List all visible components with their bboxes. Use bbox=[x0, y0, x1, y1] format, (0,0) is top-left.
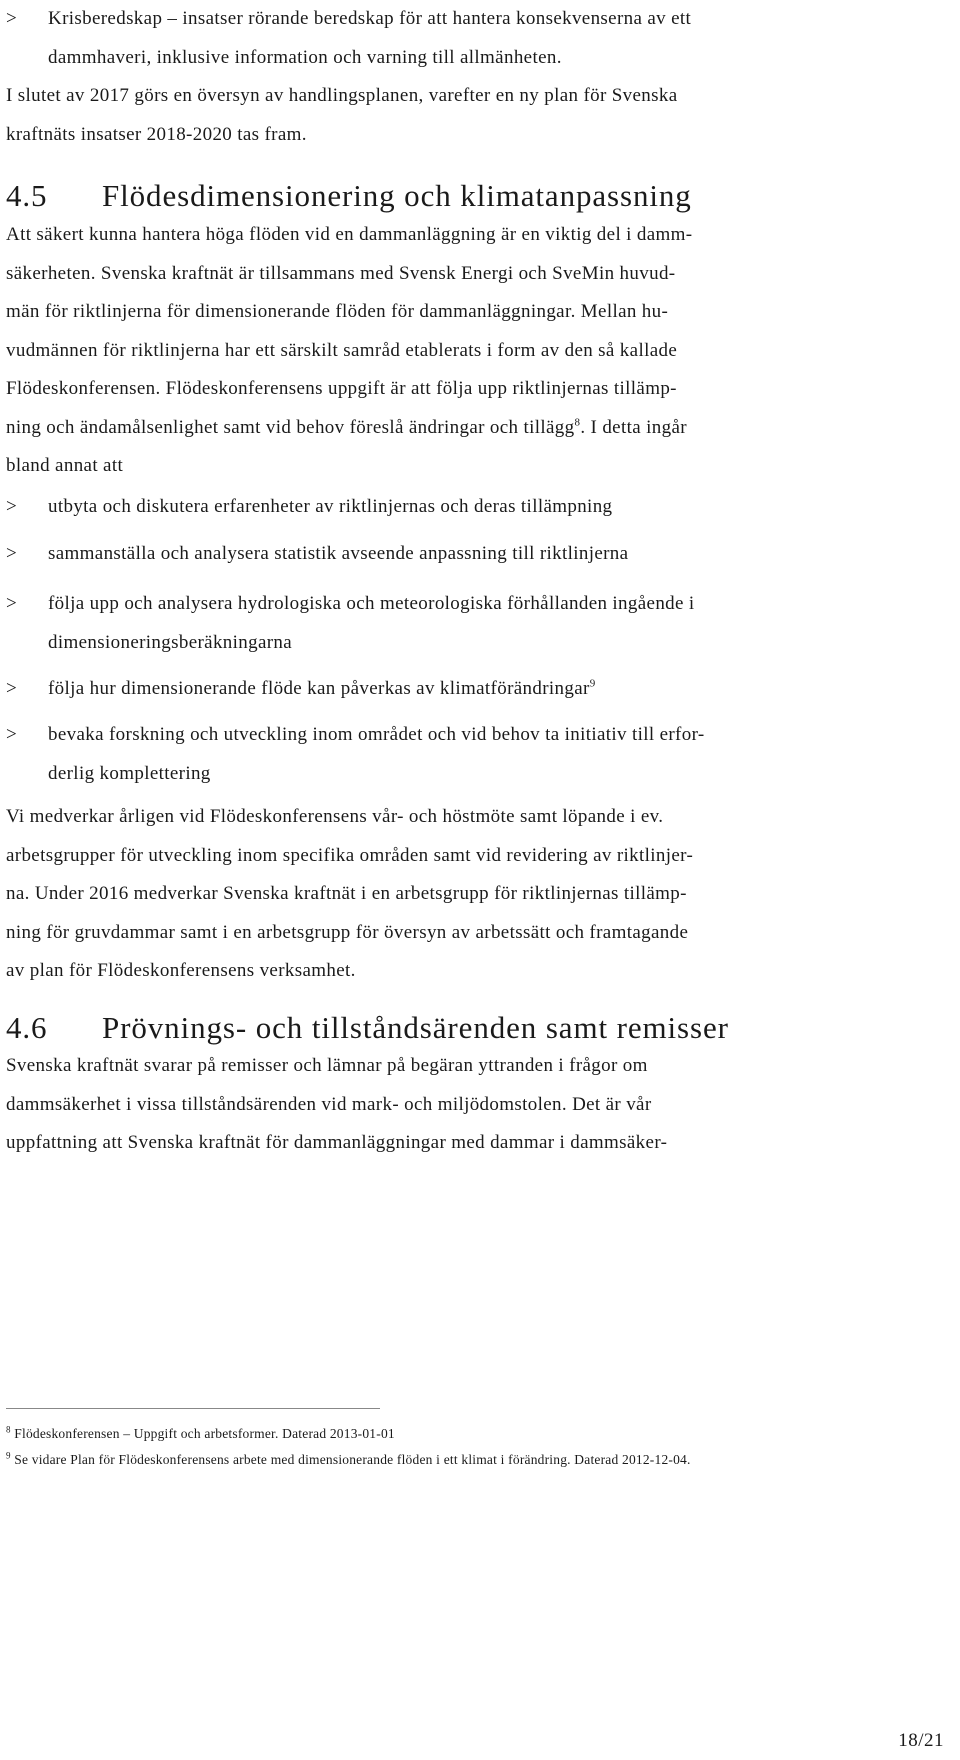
bullet-marker: > bbox=[6, 724, 18, 745]
list-item-text: följa upp och analysera hydrologiska och meteorologiska förhållanden ingående i dimensioneringsberäkningarna bbox=[48, 593, 695, 653]
list-item-text: följa hur dimensionerande flöde kan påverkas av klimatförändringar$^9$ bbox=[48, 677, 596, 699]
list-item bbox=[6, 585, 944, 662]
footnote-mark: 9 bbox=[6, 1450, 11, 1461]
list-item-text: Krisberedskap – insatser rörande beredskap för att hantera konsekvenserna av ett dammhaveri, inklusive information och varning till allmänheten. bbox=[48, 8, 692, 68]
paragraph: I slutet av 2017 görs en översyn av handlingsplanen, varefter en ny plan för Svenska kraftnäts insatser 2018-2020 tas fram. bbox=[6, 85, 678, 145]
bullet-marker: > bbox=[6, 8, 18, 29]
list-item bbox=[6, 535, 944, 574]
section-heading bbox=[6, 1008, 729, 1048]
section-number: 4.5 bbox=[6, 178, 48, 213]
section-heading bbox=[6, 176, 692, 216]
bullet-marker: > bbox=[6, 678, 18, 699]
footnote bbox=[6, 1425, 946, 1443]
bullet-marker: > bbox=[6, 496, 18, 517]
page-number: 18/21 bbox=[898, 1730, 944, 1751]
footnote-text: Se vidare Plan för Flödeskonferensens arbete med dimensionerande flöden i ett klimat i förändring. Daterad 2012-12-04. bbox=[14, 1452, 691, 1467]
list-item bbox=[6, 488, 944, 527]
list-item bbox=[6, 0, 944, 77]
list-item bbox=[6, 670, 944, 709]
paragraph: Svenska kraftnät svarar på remisser och lämnar på begäran yttranden i frågor om dammsäkerhet i vissa tillståndsärenden vid mark- och miljödomstolen. Det är vår uppfattning att Svenska kraftnät för dammanläggningar med dammar i dammsäker- bbox=[6, 1055, 668, 1153]
footnote-ref[interactable]: 8 bbox=[574, 416, 581, 429]
paragraph: Att säkert kunna hantera höga flöden vid en dammanläggning är en viktig del i damm- säkerheten. Svenska kraftnät är tillsammans med Svensk Energi och SveMin huvud- män för riktlinjerna för dimensionerande flöden för dammanläggningar. Mellan hu- vudmännen för riktlinjerna har ett särskilt samråd etablerats i form av den så kallade Flödeskonferensen. Flödeskonferensens uppgift är att följa upp riktlinjernas tillämp- ning och ändamålsenlighet samt vid behov föreslå ändringar och tillägg$^8$. I detta ingår bland annat att bbox=[6, 224, 693, 476]
footnote-ref[interactable]: 9 bbox=[589, 677, 596, 690]
list-item-text: sammanställa och analysera statistik avseende anpassning till riktlinjerna bbox=[48, 543, 629, 564]
section-title: Flödesdimensionering och klimatanpassning bbox=[102, 178, 692, 213]
paragraph: Vi medverkar årligen vid Flödeskonferensens vår- och höstmöte samt löpande i ev. arbetsgrupper för utveckling inom specifika områden samt vid revidering av riktlinjer- na. Under 2016 medverkar Svenska kraftnät i en arbetsgrupp för riktlinjernas tillämp- ning för gruvdammar samt i en arbetsgrupp för översyn av arbetssätt och framtagande av plan för Flödeskonferensens verksamhet. bbox=[6, 806, 694, 981]
list-item bbox=[6, 716, 944, 793]
bullet-marker: > bbox=[6, 543, 18, 564]
list-item-text: bevaka forskning och utveckling inom området och vid behov ta initiativ till erfor- derlig komplettering bbox=[48, 724, 705, 784]
list-item-text: utbyta och diskutera erfarenheter av riktlinjernas och deras tillämpning bbox=[48, 496, 613, 517]
section-number: 4.6 bbox=[6, 1010, 48, 1045]
bullet-marker: > bbox=[6, 593, 18, 614]
footnote-mark: 8 bbox=[6, 1424, 11, 1435]
footnote-text: Flödeskonferensen – Uppgift och arbetsformer. Daterad 2013-01-01 bbox=[14, 1426, 395, 1441]
footnote bbox=[6, 1451, 946, 1469]
footnote-divider bbox=[6, 1408, 380, 1409]
section-title: Prövnings- och tillståndsärenden samt remisser bbox=[102, 1010, 729, 1045]
